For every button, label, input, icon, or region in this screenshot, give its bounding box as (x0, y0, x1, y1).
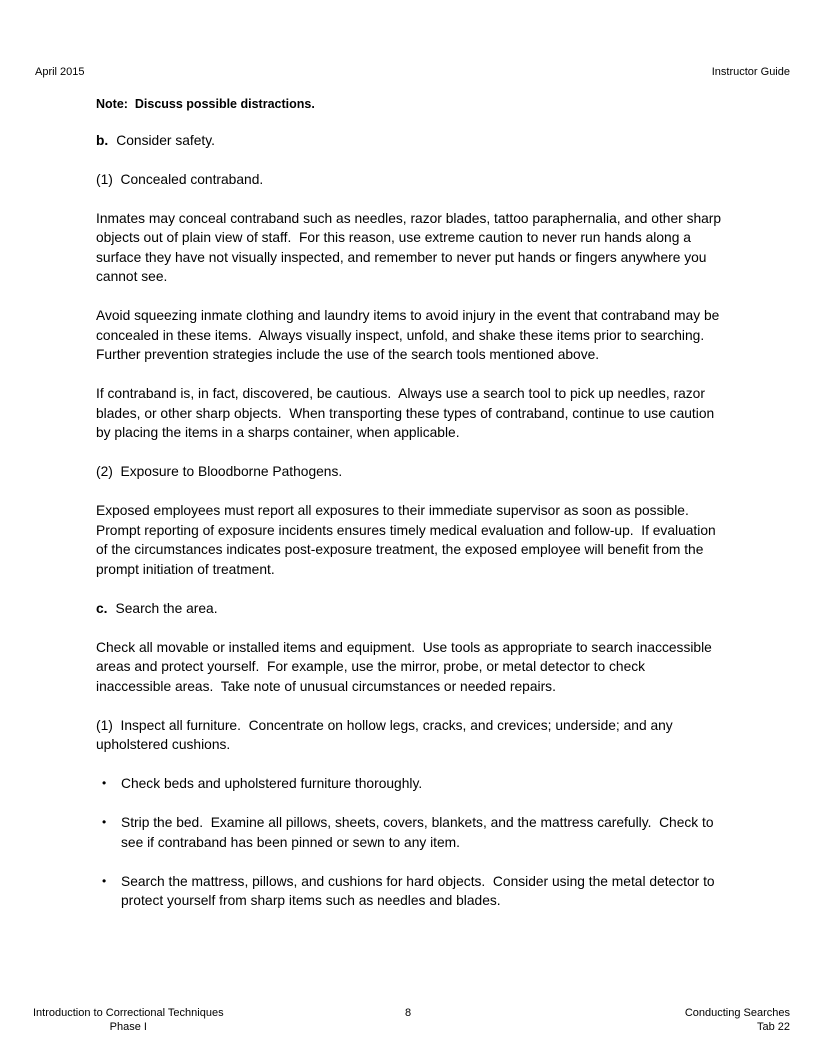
bullet-icon: • (102, 873, 107, 888)
document-body (96, 95, 724, 930)
bullet-icon: • (102, 776, 107, 790)
heading-b-text: Consider safety. (116, 132, 215, 148)
paragraph-exposed-employees: Exposed employees must report all exposures to their immediate supervisor as soon as possible. Prompt reporting of exposure incidents ensures timely medical evaluation and follow-up. If evaluation of the circumstances indicates post-exposure treatment, the exposed employee will benefit from the prompt initiation of treatment. (96, 503, 720, 577)
list-item (96, 774, 724, 794)
header-date: April 2015 (35, 66, 85, 78)
heading-c-text: Search the area. (115, 600, 218, 616)
footer-course-line2: Phase I (109, 1021, 147, 1033)
page-number: 8 (404, 1007, 412, 1019)
page-footer (0, 1006, 816, 1040)
footer-section-line1: Conducting Searches (684, 1007, 790, 1019)
heading-b (96, 131, 724, 151)
heading-c-label: c. (96, 600, 108, 616)
bullet-text: Strip the bed. Examine all pillows, sheets, covers, blankets, and the mattress carefully. Check to see if contraband has been pinned or sewn to any item. (121, 815, 718, 850)
list-item (96, 813, 724, 852)
bullet-text: Search the mattress, pillows, and cushions for hard objects. Consider using the metal detector to protect yourself from sharp items such as needles and blades. (121, 873, 719, 908)
header-title: Instructor Guide (711, 66, 790, 78)
bullet-icon: • (102, 815, 107, 829)
item-exposure-pathogens: (2) Exposure to Bloodborne Pathogens. (96, 464, 343, 479)
note-line: Note: Discuss possible distractions. (96, 97, 315, 111)
bullet-list (96, 774, 724, 911)
page-header (35, 66, 790, 79)
footer-course-line1: Introduction to Correctional Techniques (33, 1007, 224, 1019)
heading-b-label: b. (96, 132, 109, 148)
footer-course-title (33, 1006, 224, 1034)
heading-c (96, 599, 724, 619)
list-item (96, 872, 724, 911)
paragraph-inmates-conceal: Inmates may conceal contraband such as needles, razor blades, tattoo paraphernalia, and other sharp objects out of plain view of staff. For this reason, use extreme caution to never run hands along a surface they have not visually inspected, and remember to never put hands or fingers anywhere you cannot see. (96, 210, 725, 284)
item-concealed-contraband: (1) Concealed contraband. (96, 171, 264, 187)
footer-section-title (685, 1006, 790, 1034)
paragraph-avoid-squeezing: Avoid squeezing inmate clothing and laundry items to avoid injury in the event that contraband may be concealed in these items. Always visually inspect, unfold, and shake these items prior to searching. Further prevention strategies include the use of the search tools mentioned above. (96, 308, 724, 362)
footer-section-line2: Tab 22 (756, 1021, 790, 1033)
bullet-text: Check beds and upholstered furniture thoroughly. (121, 776, 423, 791)
paragraph-check-items: Check all movable or installed items and equipment. Use tools as appropriate to search inaccessible areas and protect yourself. For example, use the mirror, probe, or metal detector to check inaccessible areas. Take note of unusual circumstances or needed repairs. (96, 639, 716, 694)
item-inspect-furniture: (1) Inspect all furniture. Concentrate on hollow legs, cracks, and crevices; underside; and any upholstered cushions. (96, 717, 677, 752)
paragraph-if-contraband: If contraband is, in fact, discovered, be cautious. Always use a search tool to pick up needles, razor blades, or other sharp objects. When transporting these types of contraband, continue to use caution by placing the items in a sharps container, when applicable. (96, 386, 719, 440)
